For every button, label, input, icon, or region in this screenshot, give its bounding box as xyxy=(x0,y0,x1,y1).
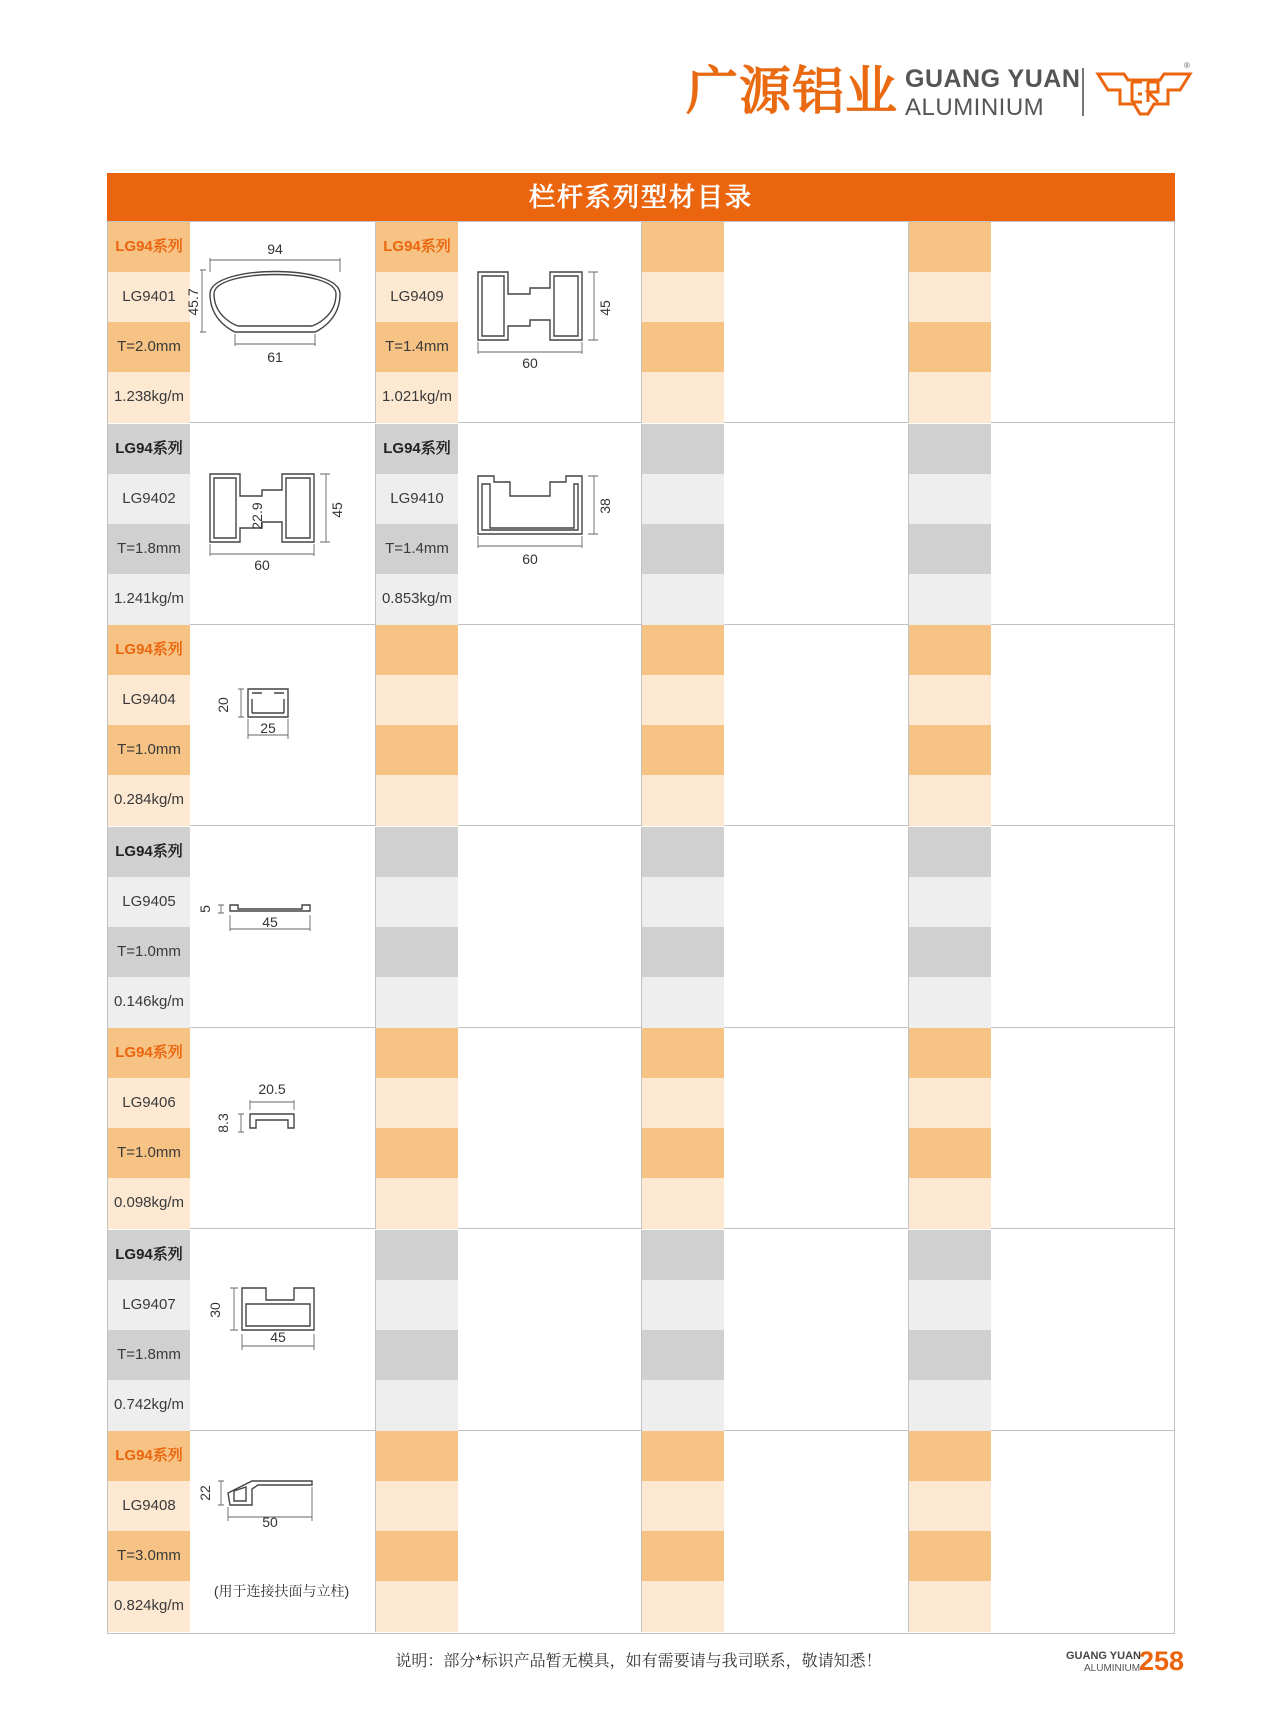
empty-product-cell xyxy=(641,1028,907,1229)
dimension-line xyxy=(210,258,340,272)
empty-spec-cell xyxy=(642,524,724,574)
empty-spec-cell xyxy=(376,877,458,927)
empty-product-cell xyxy=(908,424,1174,625)
empty-spec-cell xyxy=(642,1028,724,1078)
empty-product-cell xyxy=(375,1028,641,1229)
product-cell xyxy=(108,1230,374,1431)
dimension-label: 20 xyxy=(215,697,231,713)
h-profile-icon xyxy=(190,424,373,625)
empty-spec-cell xyxy=(642,1078,724,1128)
empty-spec-cell xyxy=(909,574,991,625)
empty-spec-cell xyxy=(909,1481,991,1531)
profile-drawing xyxy=(190,1230,373,1431)
dimension-label: 60 xyxy=(254,557,270,573)
profile-outline xyxy=(252,693,284,713)
dimension-label: 30 xyxy=(207,1302,223,1318)
unit-weight: 0.824kg/m xyxy=(108,1581,190,1632)
series-label: LG94系列 xyxy=(108,222,190,272)
dimension-label: 5 xyxy=(197,905,213,913)
brand-name-en-line2: ALUMINIUM xyxy=(905,94,1045,121)
dimension-line xyxy=(235,334,315,346)
small-box-icon xyxy=(190,625,373,826)
unit-weight: 1.021kg/m xyxy=(376,372,458,423)
catalog-title: 栏杆系列型材目录 xyxy=(528,182,753,212)
oval-handrail-icon xyxy=(185,222,373,423)
dimension-label: 61 xyxy=(267,349,283,365)
series-label: LG94系列 xyxy=(108,1431,190,1481)
empty-product-cell xyxy=(908,1431,1174,1632)
u-channel-icon xyxy=(458,424,641,625)
wall-thickness: T=1.0mm xyxy=(108,927,190,977)
dimension-label: 50 xyxy=(262,1514,278,1530)
dimension-label: 45 xyxy=(597,300,613,316)
catalog-row xyxy=(108,1028,1174,1229)
unit-weight: 0.098kg/m xyxy=(108,1178,190,1229)
series-label: LG94系列 xyxy=(376,222,458,272)
notched-channel-icon xyxy=(190,1230,373,1431)
empty-spec-cell xyxy=(642,1230,724,1280)
empty-product-cell xyxy=(641,1431,907,1632)
profile-drawing xyxy=(458,424,641,625)
empty-spec-cell xyxy=(376,625,458,675)
profile-outline xyxy=(478,476,582,534)
empty-product-cell xyxy=(641,625,907,826)
dimension-line xyxy=(478,536,582,548)
profile-outline xyxy=(214,275,336,327)
product-cell xyxy=(108,424,374,625)
dimension-label: 38 xyxy=(597,498,613,514)
empty-spec-cell xyxy=(909,1280,991,1330)
profile-drawing xyxy=(185,222,373,423)
empty-spec-cell xyxy=(376,1078,458,1128)
empty-spec-cell xyxy=(909,877,991,927)
dimension-label: 8.3 xyxy=(215,1113,231,1133)
profile-outline xyxy=(246,1304,310,1326)
empty-spec-cell xyxy=(376,1380,458,1431)
dimension-label: 25 xyxy=(260,720,276,736)
dimension-label: 60 xyxy=(522,355,538,371)
empty-spec-cell xyxy=(909,1230,991,1280)
catalog-row xyxy=(108,827,1174,1028)
series-label: LG94系列 xyxy=(108,1028,190,1078)
logo-divider xyxy=(1082,68,1084,116)
wall-thickness: T=1.8mm xyxy=(108,524,190,574)
empty-spec-cell xyxy=(642,1330,724,1380)
wall-thickness: T=1.4mm xyxy=(376,322,458,372)
empty-spec-cell xyxy=(642,1280,724,1330)
empty-spec-cell xyxy=(909,424,991,474)
empty-spec-cell xyxy=(376,725,458,775)
empty-spec-cell xyxy=(376,1178,458,1229)
product-cell xyxy=(108,827,374,1028)
empty-spec-cell xyxy=(909,725,991,775)
empty-spec-cell xyxy=(642,1178,724,1229)
product-code: LG9408 xyxy=(108,1481,190,1531)
unit-weight: 1.241kg/m xyxy=(108,574,190,625)
brand-logo xyxy=(686,60,1196,130)
empty-spec-cell xyxy=(642,827,724,877)
product-cell xyxy=(108,1028,374,1229)
catalog-row xyxy=(108,424,1174,625)
empty-spec-cell xyxy=(909,675,991,725)
profile-outline xyxy=(482,276,504,336)
empty-spec-cell xyxy=(909,827,991,877)
dimension-line xyxy=(218,905,224,913)
profile-drawing xyxy=(190,827,373,1028)
empty-spec-cell xyxy=(376,927,458,977)
product-code: LG9409 xyxy=(376,272,458,322)
series-label: LG94系列 xyxy=(108,625,190,675)
dimension-label: 22 xyxy=(197,1485,213,1501)
empty-product-cell xyxy=(375,827,641,1028)
profile-outline xyxy=(482,484,578,530)
empty-spec-cell xyxy=(376,675,458,725)
empty-product-cell xyxy=(641,424,907,625)
dimension-line xyxy=(238,689,244,717)
unit-weight: 0.284kg/m xyxy=(108,775,190,826)
wall-thickness: T=1.0mm xyxy=(108,1128,190,1178)
registered-mark: ® xyxy=(1184,61,1190,70)
product-cell xyxy=(108,222,374,423)
empty-spec-cell xyxy=(376,1330,458,1380)
empty-spec-cell xyxy=(642,272,724,322)
empty-spec-cell xyxy=(909,222,991,272)
empty-spec-cell xyxy=(642,1128,724,1178)
dimension-label: 45 xyxy=(262,914,278,930)
empty-product-cell xyxy=(641,222,907,423)
empty-spec-cell xyxy=(909,474,991,524)
dimension-label: 45 xyxy=(329,502,345,518)
empty-spec-cell xyxy=(909,1531,991,1581)
empty-spec-cell xyxy=(909,625,991,675)
empty-spec-cell xyxy=(642,474,724,524)
wall-thickness: T=1.8mm xyxy=(108,1330,190,1380)
dimension-label: 20.5 xyxy=(258,1081,286,1097)
series-label: LG94系列 xyxy=(108,1230,190,1280)
empty-spec-cell xyxy=(909,322,991,372)
empty-spec-cell xyxy=(642,977,724,1028)
series-label: LG94系列 xyxy=(108,424,190,474)
dimension-line xyxy=(478,342,582,354)
empty-spec-cell xyxy=(909,977,991,1028)
empty-spec-cell xyxy=(642,625,724,675)
empty-product-cell xyxy=(375,1230,641,1431)
dimension-label: 60 xyxy=(522,551,538,567)
product-cell xyxy=(375,424,641,625)
empty-spec-cell xyxy=(642,877,724,927)
page-footer xyxy=(0,1646,1277,1680)
catalog-row xyxy=(108,1230,1174,1431)
product-code: LG9406 xyxy=(108,1078,190,1128)
dimension-label: 94 xyxy=(267,241,283,257)
empty-spec-cell xyxy=(909,1330,991,1380)
empty-spec-cell xyxy=(909,1078,991,1128)
empty-spec-cell xyxy=(376,827,458,877)
empty-product-cell xyxy=(908,1028,1174,1229)
product-code: LG9407 xyxy=(108,1280,190,1330)
series-label: LG94系列 xyxy=(108,827,190,877)
catalog-row xyxy=(108,1431,1174,1632)
profile-drawing xyxy=(190,1431,373,1632)
flat-strip-icon xyxy=(190,827,373,1028)
brand-name-en-line1: GUANG YUAN xyxy=(905,65,1081,93)
profile-outline xyxy=(478,272,582,340)
empty-spec-cell xyxy=(909,272,991,322)
profile-note: (用于连接扶面与立柱) xyxy=(213,1583,350,1599)
empty-spec-cell xyxy=(642,1481,724,1531)
profile-outline xyxy=(230,905,310,911)
catalog-row xyxy=(108,222,1174,423)
empty-spec-cell xyxy=(642,222,724,272)
empty-spec-cell xyxy=(376,1481,458,1531)
dimension-line xyxy=(250,1100,294,1110)
dimension-label: 22.9 xyxy=(249,502,265,530)
empty-spec-cell xyxy=(909,1128,991,1178)
empty-spec-cell xyxy=(909,524,991,574)
unit-weight: 0.146kg/m xyxy=(108,977,190,1028)
unit-weight: 0.742kg/m xyxy=(108,1380,190,1431)
empty-spec-cell xyxy=(909,927,991,977)
gr-emblem-icon xyxy=(1094,60,1194,120)
empty-spec-cell xyxy=(909,1581,991,1632)
empty-spec-cell xyxy=(642,1431,724,1481)
wall-thickness: T=3.0mm xyxy=(108,1531,190,1581)
empty-spec-cell xyxy=(642,574,724,625)
empty-spec-cell xyxy=(642,372,724,423)
title-banner xyxy=(107,173,1175,221)
empty-spec-cell xyxy=(909,1028,991,1078)
unit-weight: 1.238kg/m xyxy=(108,372,190,423)
clip-channel-icon xyxy=(190,1028,373,1229)
empty-spec-cell xyxy=(376,1230,458,1280)
empty-spec-cell xyxy=(909,1431,991,1481)
dimension-line xyxy=(210,544,314,556)
empty-spec-cell xyxy=(642,1531,724,1581)
empty-spec-cell xyxy=(376,1581,458,1632)
wall-thickness: T=2.0mm xyxy=(108,322,190,372)
empty-spec-cell xyxy=(376,1028,458,1078)
dimension-label: 45.7 xyxy=(185,288,201,316)
empty-spec-cell xyxy=(909,1380,991,1431)
profile-outline xyxy=(554,276,578,336)
product-code: LG9404 xyxy=(108,675,190,725)
product-code: LG9410 xyxy=(376,474,458,524)
dimension-line xyxy=(218,1481,224,1505)
profile-drawing xyxy=(190,424,373,625)
empty-product-cell xyxy=(641,827,907,1028)
profile-drawing xyxy=(458,222,641,423)
empty-product-cell xyxy=(908,1230,1174,1431)
product-cell xyxy=(108,1431,374,1632)
product-code: LG9402 xyxy=(108,474,190,524)
profile-drawing xyxy=(190,625,373,826)
product-cell xyxy=(375,222,641,423)
empty-product-cell xyxy=(375,625,641,826)
footer-brand-line1: GUANG YUAN xyxy=(1066,1650,1141,1662)
empty-product-cell xyxy=(908,827,1174,1028)
series-label: LG94系列 xyxy=(376,424,458,474)
empty-spec-cell xyxy=(642,1380,724,1431)
profile-outline xyxy=(214,478,236,538)
footer-brand-line2: ALUMINIUM xyxy=(1084,1663,1141,1674)
profile-outline xyxy=(242,1288,314,1330)
wall-thickness: T=1.4mm xyxy=(376,524,458,574)
connector-profile-icon xyxy=(190,1431,373,1632)
catalog-sheet xyxy=(107,173,1175,1634)
empty-product-cell xyxy=(908,222,1174,423)
empty-spec-cell xyxy=(376,775,458,826)
empty-product-cell xyxy=(641,1230,907,1431)
dimension-label: 45 xyxy=(270,1329,286,1345)
profile-drawing xyxy=(190,1028,373,1229)
empty-spec-cell xyxy=(376,1128,458,1178)
unit-weight: 0.853kg/m xyxy=(376,574,458,625)
profile-outline xyxy=(286,478,310,538)
profile-outline xyxy=(250,1114,294,1128)
empty-spec-cell xyxy=(909,372,991,423)
brand-name-cn: 广源铝业 xyxy=(686,62,899,122)
empty-spec-cell xyxy=(642,927,724,977)
empty-spec-cell xyxy=(376,1431,458,1481)
empty-spec-cell xyxy=(376,1531,458,1581)
wall-thickness: T=1.0mm xyxy=(108,725,190,775)
product-code: LG9405 xyxy=(108,877,190,927)
footer-note: 说明：部分*标识产品暂无模具，如有需要请与我司联系，敬请知悉！ xyxy=(395,1653,882,1670)
product-cell xyxy=(108,625,374,826)
empty-spec-cell xyxy=(376,977,458,1028)
empty-spec-cell xyxy=(642,1581,724,1632)
page-number: 258 xyxy=(1139,1646,1185,1676)
empty-spec-cell xyxy=(642,725,724,775)
empty-product-cell xyxy=(908,625,1174,826)
dimension-line xyxy=(230,1288,238,1330)
profile-grid xyxy=(107,221,1175,1634)
product-code: LG9401 xyxy=(108,272,190,322)
catalog-row xyxy=(108,625,1174,826)
h-profile-icon xyxy=(458,222,641,423)
empty-spec-cell xyxy=(642,424,724,474)
empty-product-cell xyxy=(375,1431,641,1632)
empty-spec-cell xyxy=(909,775,991,826)
empty-spec-cell xyxy=(642,675,724,725)
dimension-line xyxy=(238,1114,244,1132)
empty-spec-cell xyxy=(642,775,724,826)
empty-spec-cell xyxy=(642,322,724,372)
empty-spec-cell xyxy=(376,1280,458,1330)
empty-spec-cell xyxy=(909,1178,991,1229)
